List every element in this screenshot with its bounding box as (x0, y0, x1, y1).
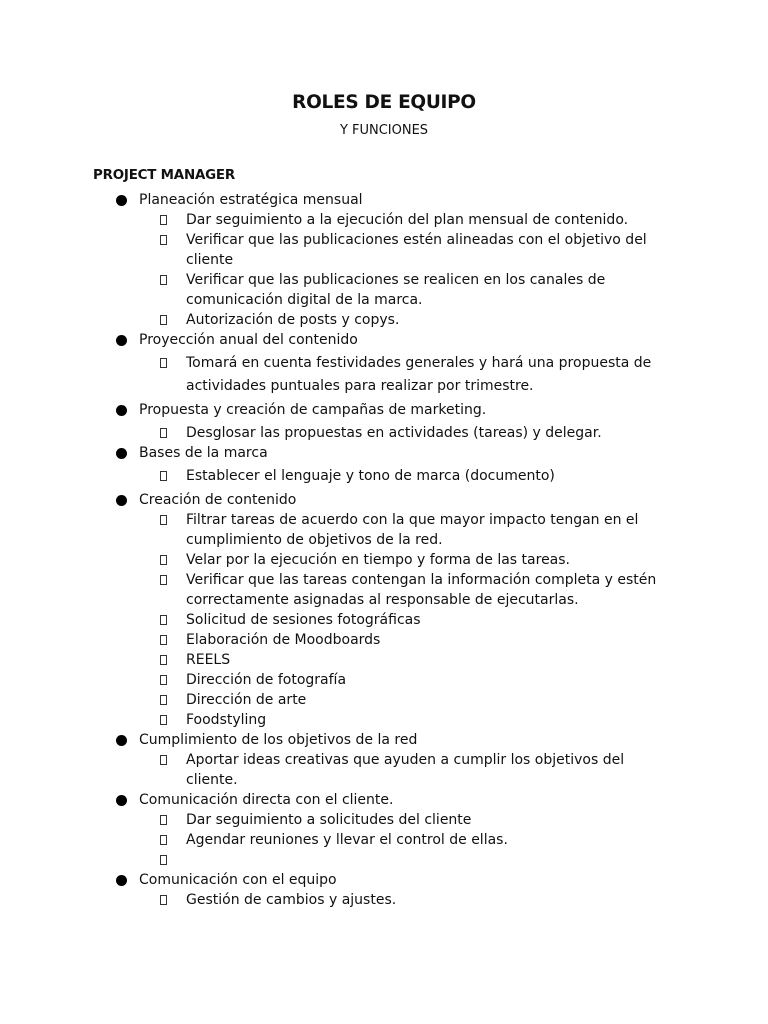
section-heading: PROJECT MANAGER (93, 168, 235, 183)
sub-list-item-text: Filtrar tareas de acuerdo con la que mayor impacto tengan en el cumplimiento de objetivos de la red. (186, 512, 639, 548)
list-item-label: Planeación estratégica mensual (139, 192, 363, 208)
sub-list-item-text: Dirección de arte (186, 692, 307, 708)
sub-list-item (0, 810, 768, 830)
subitem-marker-icon (160, 235, 167, 245)
subitem-marker-icon (160, 515, 167, 525)
bullet-icon (116, 195, 127, 206)
sub-list-item (0, 310, 768, 330)
sub-list-item (0, 352, 768, 398)
list-item-label: Proyección anual del contenido (139, 332, 358, 348)
sub-list-item-text: Autorización de posts y copys. (186, 312, 400, 328)
subitem-marker-icon (160, 695, 167, 705)
sub-list-item-text: Elaboración de Moodboards (186, 632, 381, 648)
list-item-label: Bases de la marca (139, 445, 268, 461)
sub-list-item-text: Aportar ideas creativas que ayuden a cumplir los objetivos del cliente. (186, 752, 625, 788)
subitem-marker-icon (160, 835, 167, 845)
sub-list-item (0, 510, 768, 550)
sub-list-item-text: Dirección de fotografía (186, 672, 347, 688)
sub-list-item-text: Desglosar las propuestas en actividades (tareas) y delegar. (186, 425, 602, 441)
sub-list-item (0, 210, 768, 230)
sub-list-item-text: Solicitud de sesiones fotográficas (186, 612, 421, 628)
bullet-icon (116, 495, 127, 506)
sub-list-item-text: Agendar reuniones y llevar el control de ellas. (186, 832, 508, 848)
subitem-marker-icon (160, 895, 167, 905)
subitem-marker-icon (160, 358, 167, 368)
list-item-label: Cumplimiento de los objetivos de la red (139, 732, 418, 748)
responsibility-list (0, 190, 768, 910)
sub-list-item (0, 630, 768, 650)
sub-list-item-text: Verificar que las publicaciones se realicen en los canales de comunicación digital de la marca. (186, 272, 606, 308)
bullet-icon (116, 335, 127, 346)
subitem-marker-icon (160, 471, 167, 481)
list-item-label: Comunicación directa con el cliente. (139, 792, 394, 808)
subitem-marker-icon (160, 575, 167, 585)
sub-list-item-text: Foodstyling (186, 712, 267, 728)
sub-list-item (0, 570, 768, 610)
sub-list-item (0, 750, 768, 790)
bullet-icon (116, 735, 127, 746)
list-item (0, 490, 768, 730)
sub-list-item (0, 466, 768, 486)
sub-list-item (0, 710, 768, 730)
sub-list-item (0, 550, 768, 570)
bullet-icon (116, 875, 127, 886)
list-item (0, 730, 768, 790)
sub-list-item-text: Verificar que las publicaciones estén alineadas con el objetivo del cliente (186, 232, 647, 268)
sub-list-item (0, 270, 768, 310)
list-item-label: Comunicación con el equipo (139, 872, 337, 888)
sub-list-item (0, 423, 768, 443)
bullet-icon (116, 795, 127, 806)
sub-list-item (0, 650, 768, 670)
list-item (0, 400, 768, 443)
sub-list-item (0, 230, 768, 270)
sub-list-item-text: Verificar que las tareas contengan la información completa y estén correctamente asignadas al responsable de ejecutarlas. (186, 572, 657, 608)
sub-list-item-text: Dar seguimiento a solicitudes del cliente (186, 812, 472, 828)
sub-list-item (0, 610, 768, 630)
subitem-marker-icon (160, 275, 167, 285)
list-item (0, 790, 768, 870)
subitem-marker-icon (160, 315, 167, 325)
subitem-marker-icon (160, 755, 167, 765)
subitem-marker-icon (160, 715, 167, 725)
subitem-marker-icon (160, 855, 167, 865)
subitem-marker-icon (160, 675, 167, 685)
subitem-marker-icon (160, 655, 167, 665)
sub-list-item-text: Tomará en cuenta festividades generales y hará una propuesta de actividades puntuales para realizar por trimestre. (186, 355, 652, 394)
sub-list-item-text: REELS (186, 652, 231, 668)
list-item (0, 870, 768, 910)
list-item-label: Creación de contenido (139, 492, 297, 508)
document-title: ROLES DE EQUIPO (292, 92, 476, 113)
subitem-marker-icon (160, 428, 167, 438)
subitem-marker-icon (160, 635, 167, 645)
sub-list-item (0, 670, 768, 690)
sub-list-item (0, 890, 768, 910)
subitem-marker-icon (160, 215, 167, 225)
sub-list-item (0, 830, 768, 850)
list-item (0, 443, 768, 486)
list-item (0, 330, 768, 398)
sub-list-item (0, 850, 768, 870)
subitem-marker-icon (160, 815, 167, 825)
sub-list-item-text: Dar seguimiento a la ejecución del plan mensual de contenido. (186, 212, 629, 228)
bullet-icon (116, 448, 127, 459)
sub-list-item-text: Establecer el lenguaje y tono de marca (documento) (186, 468, 555, 484)
list-item (0, 190, 768, 330)
subitem-marker-icon (160, 555, 167, 565)
sub-list-item-text: Gestión de cambios y ajustes. (186, 892, 397, 908)
document-subtitle: Y FUNCIONES (339, 123, 429, 138)
subitem-marker-icon (160, 615, 167, 625)
list-item-label: Propuesta y creación de campañas de marketing. (139, 402, 487, 418)
sub-list-item-text: Velar por la ejecución en tiempo y forma de las tareas. (186, 552, 571, 568)
bullet-icon (116, 405, 127, 416)
sub-list-item (0, 690, 768, 710)
